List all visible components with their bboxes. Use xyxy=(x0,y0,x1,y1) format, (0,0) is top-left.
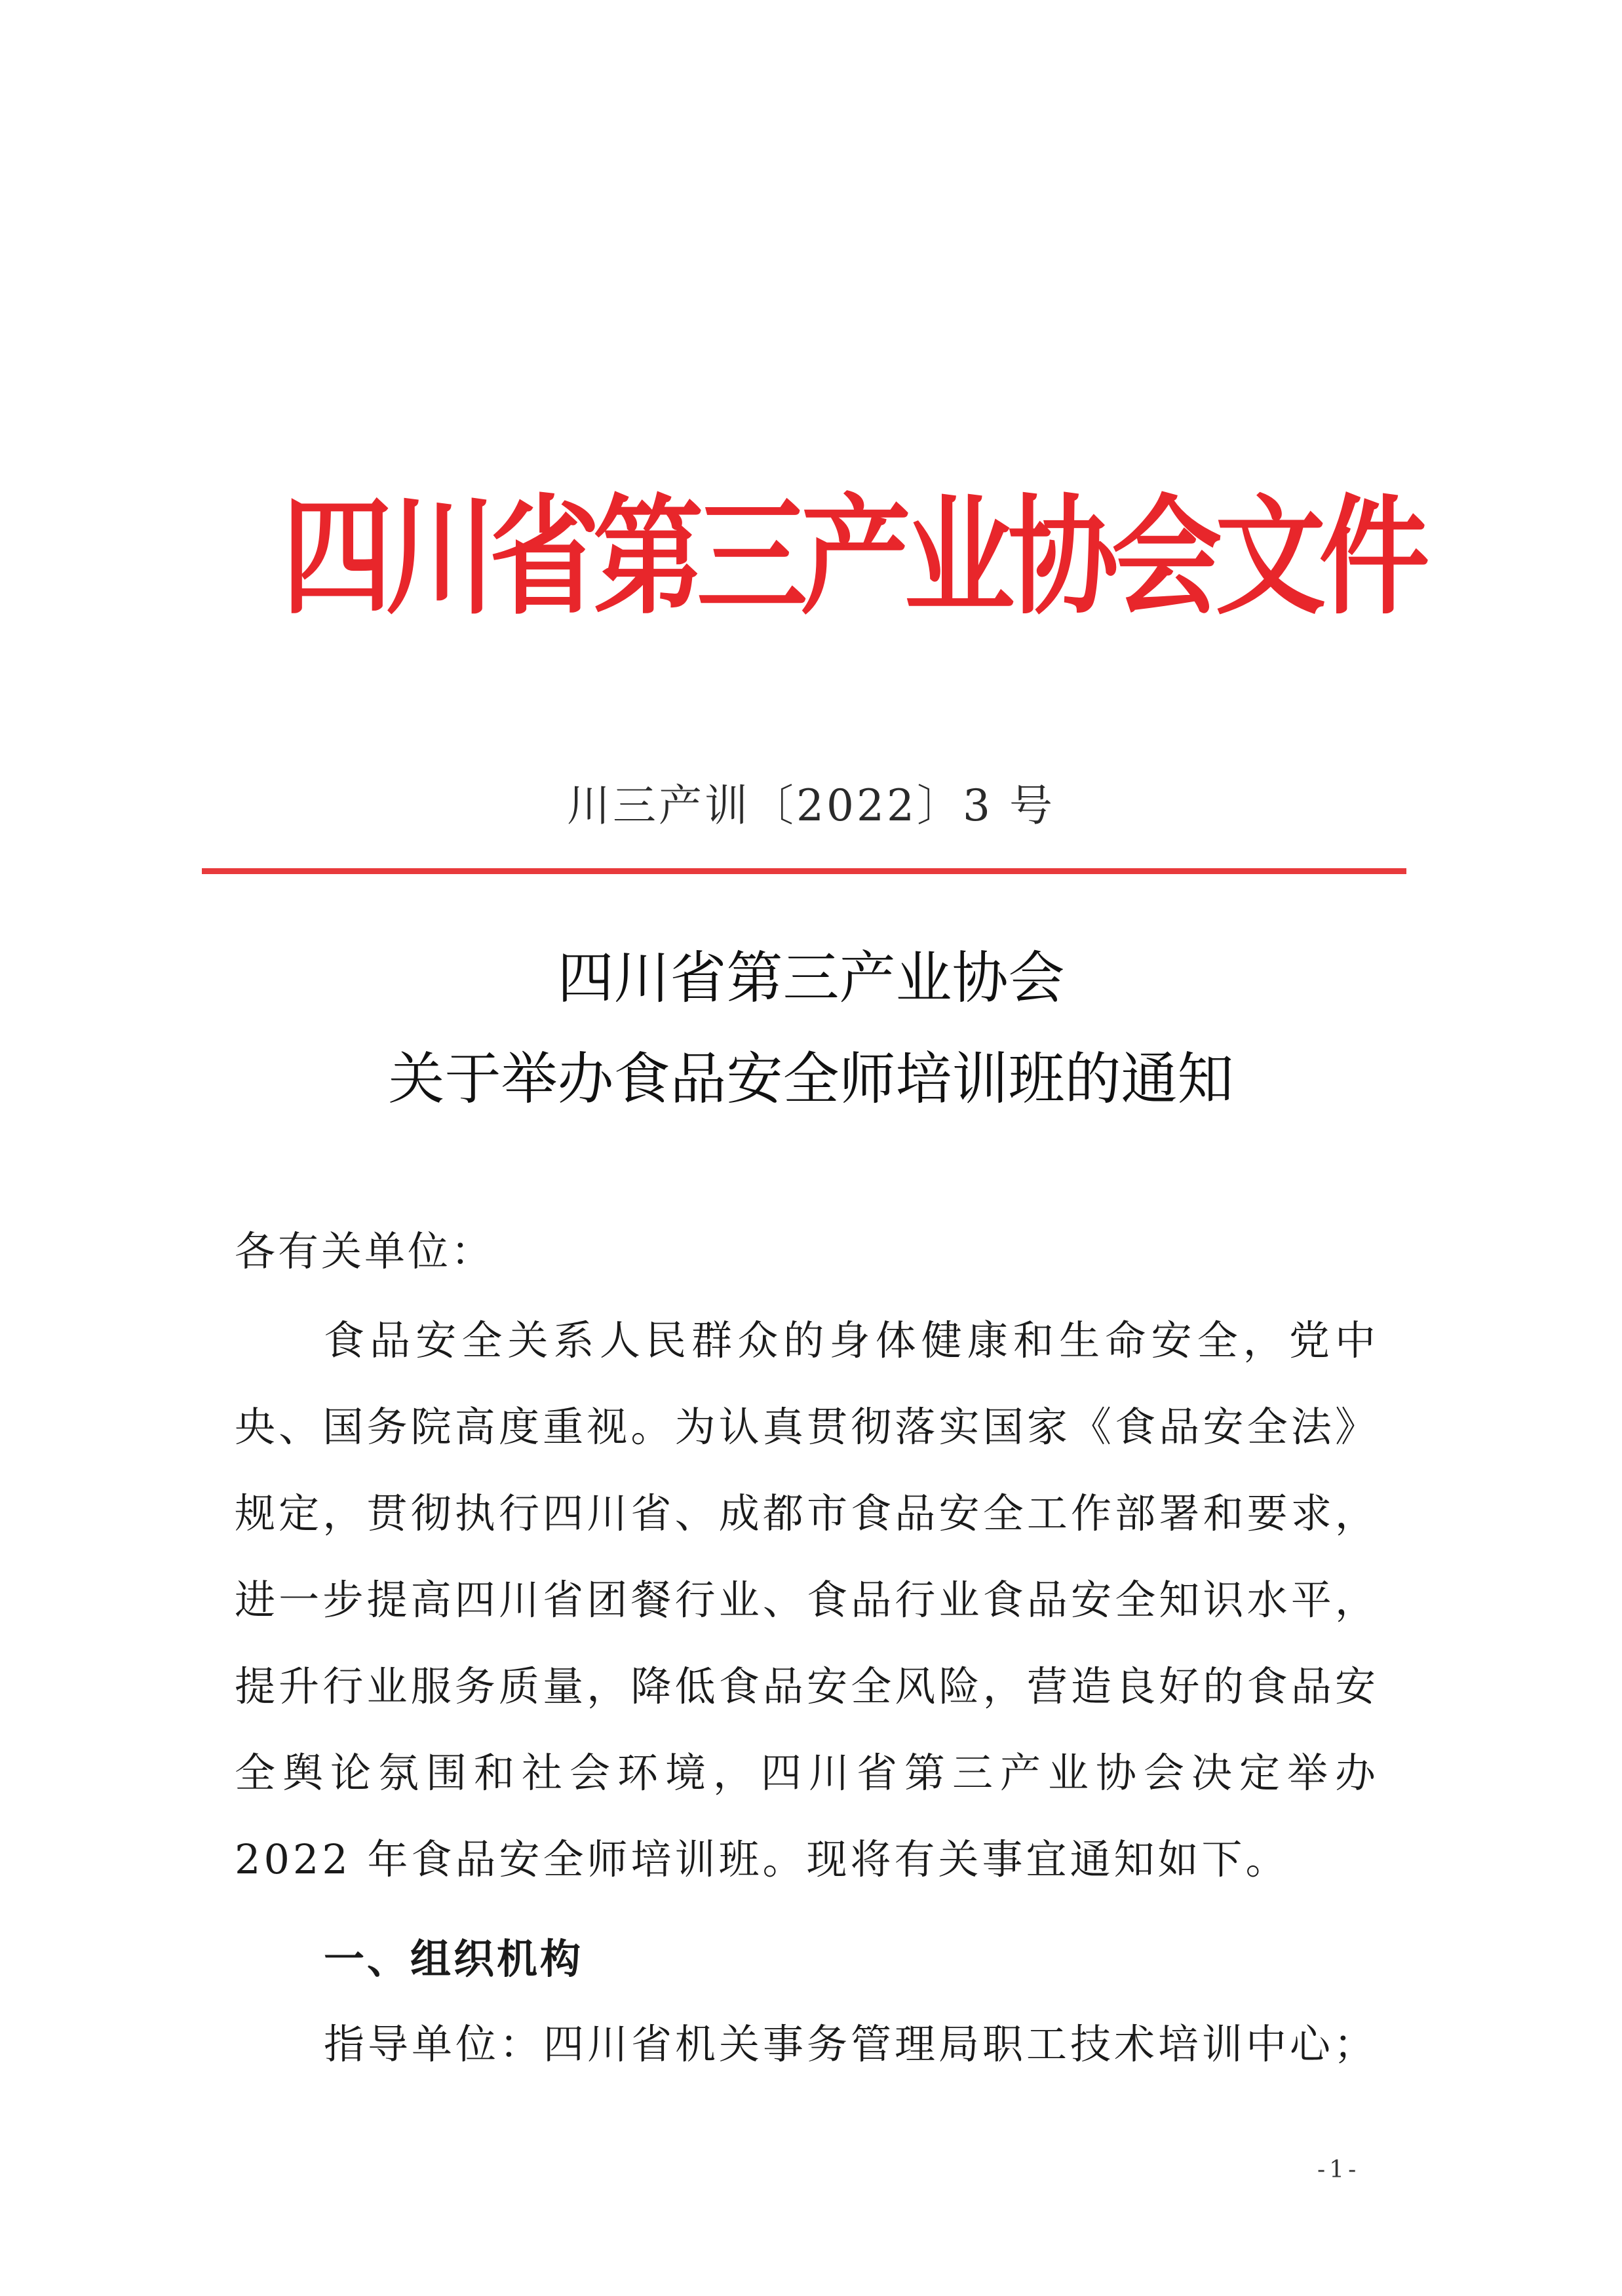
body-paragraph xyxy=(235,1297,1379,1903)
section-heading-organization: 一、组织机构 xyxy=(324,1935,584,1983)
document-number: 川三产训〔2022〕3 号 xyxy=(567,780,1055,831)
notice-title-line-2: 关于举办食品安全师培训班的通知 xyxy=(388,1046,1234,1112)
salutation: 各有关单位： xyxy=(235,1227,495,1275)
page-number: -1- xyxy=(1317,2156,1361,2183)
red-divider-rule xyxy=(202,868,1406,874)
masthead-title: 四川省第三产业协会文件 xyxy=(282,482,1423,632)
paragraph-1: 食品安全关系人民群众的身体健康和生命安全，党中央、国务院高度重视。为认真贯彻落实国家《食品安全法》规定，贯彻执行四川省、成都市食品安全工作部署和要求，进一步提高四川省团餐行业、食品行业食品安全知识水平，提升行业服务质量，降低食品安全风险，营造良好的食品安全舆论氛围和社会环境，四川省第三产业协会决定举办 2022 年食品安全师培训班。现将有关事宜通知如下。 xyxy=(235,1316,1379,1883)
notice-title-line-1: 四川省第三产业协会 xyxy=(557,946,1065,1011)
guiding-unit-line: 指导单位：四川省机关事务管理局职工技术培训中心； xyxy=(324,2020,1378,2068)
